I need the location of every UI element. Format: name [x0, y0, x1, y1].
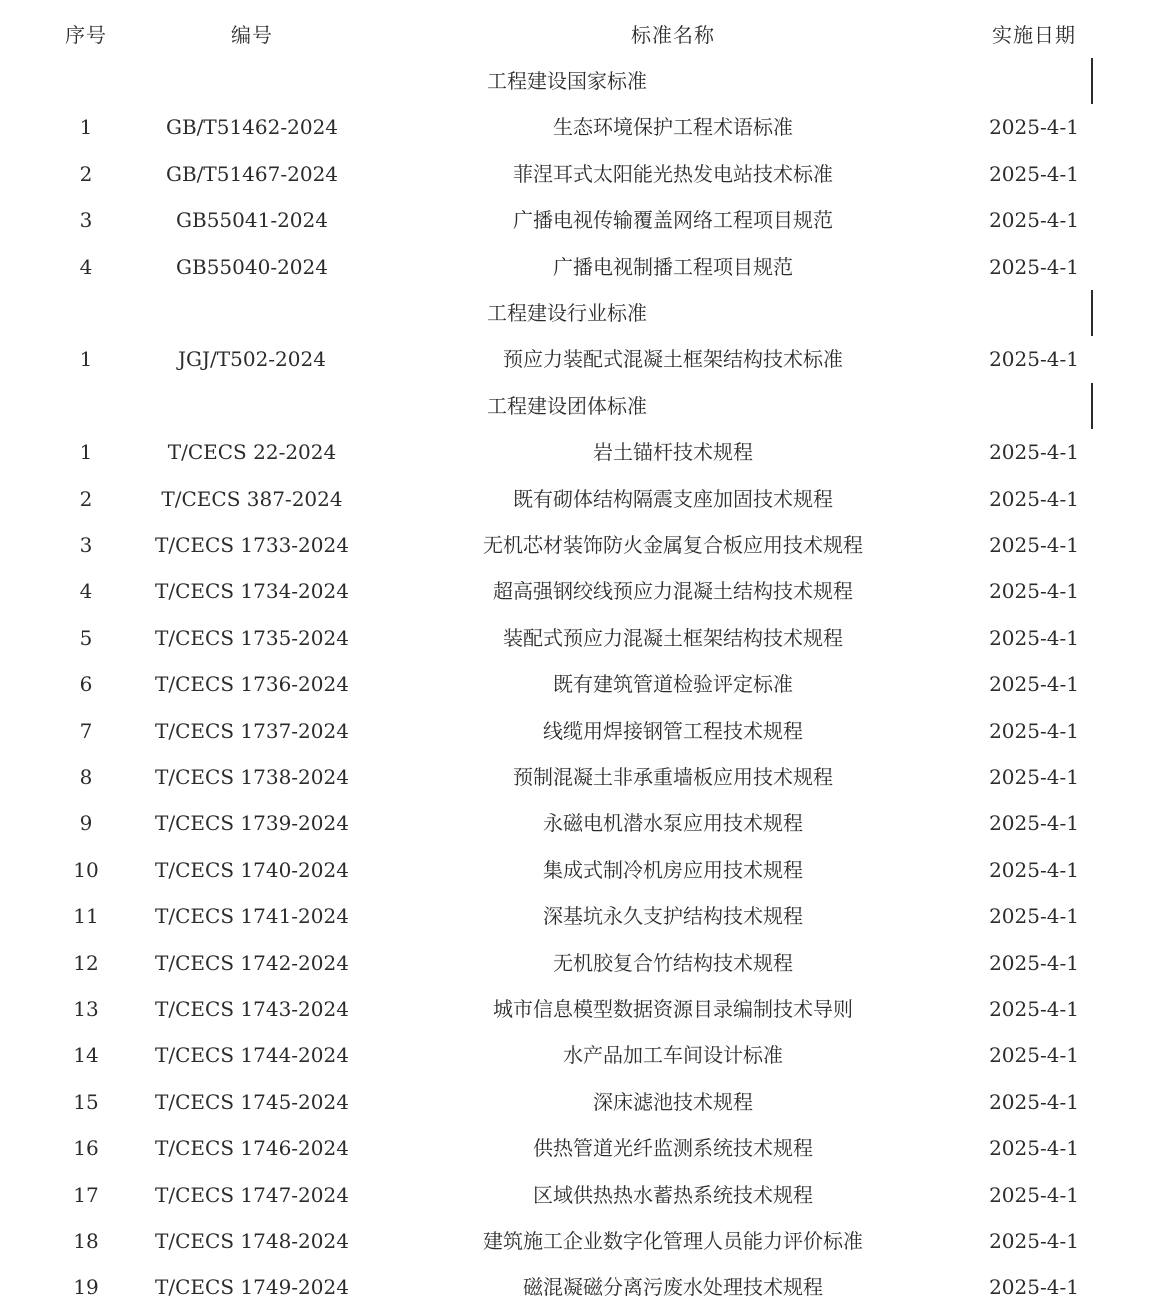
row-no: 4 — [79, 254, 93, 279]
row-date: 2025-4-1 — [989, 1043, 1079, 1068]
row-code: JGJ/T502-2024 — [178, 347, 326, 372]
row-date: 2025-4-1 — [989, 765, 1079, 789]
row-code: T/CECS 1746-2024 — [155, 1136, 349, 1161]
header-name: 标准名称 — [631, 23, 715, 47]
row-date: 2025-4-1 — [989, 440, 1079, 465]
row-code: T/CECS 1735-2024 — [155, 625, 349, 650]
row-code: T/CECS 1734-2024 — [155, 579, 349, 604]
header-code: 编号 — [231, 23, 273, 47]
row-date: 2025-4-1 — [989, 1089, 1079, 1114]
row-code: T/CECS 1743-2024 — [155, 997, 349, 1021]
row-no: 18 — [73, 1229, 99, 1253]
row-code: T/CECS 1741-2024 — [155, 904, 349, 929]
row-no: 8 — [79, 765, 93, 789]
section-divider — [1091, 290, 1093, 336]
row-name: 预应力装配式混凝土框架结构技术标准 — [503, 347, 843, 372]
table-row — [0, 1218, 1153, 1264]
section-row — [0, 383, 1153, 429]
table-row — [0, 661, 1153, 707]
table-row — [0, 615, 1153, 661]
row-no: 6 — [79, 672, 93, 697]
row-name: 岩土锚杆技术规程 — [593, 440, 753, 465]
row-no: 5 — [79, 625, 93, 650]
row-code: T/CECS 1742-2024 — [155, 950, 349, 975]
row-name: 深基坑永久支护结构技术规程 — [543, 904, 803, 929]
row-code: GB/T51467-2024 — [165, 161, 339, 186]
table-row — [0, 800, 1153, 846]
row-name: 线缆用焊接钢管工程技术规程 — [543, 718, 803, 743]
row-code: T/CECS 1733-2024 — [155, 533, 349, 557]
row-name: 无机芯材装饰防火金属复合板应用技术规程 — [483, 533, 863, 557]
row-name: 建筑施工企业数字化管理人员能力评价标准 — [483, 1229, 863, 1253]
row-no: 11 — [73, 904, 99, 929]
row-name: 既有砌体结构隔震支座加固技术规程 — [513, 486, 833, 511]
table-row — [0, 1264, 1153, 1310]
section-title: 工程建设团体标准 — [487, 393, 647, 418]
row-no: 4 — [79, 579, 93, 604]
row-date: 2025-4-1 — [989, 904, 1079, 929]
row-name: 超高强钢绞线预应力混凝土结构技术规程 — [493, 579, 853, 604]
table-row — [0, 708, 1153, 754]
table-row — [0, 151, 1153, 197]
table-row — [0, 847, 1153, 893]
row-code: T/CECS 22-2024 — [167, 440, 337, 465]
section-divider — [1091, 383, 1093, 429]
row-code: T/CECS 1745-2024 — [155, 1089, 349, 1114]
row-code: T/CECS 1739-2024 — [155, 811, 349, 836]
row-no: 3 — [79, 533, 93, 557]
row-name: 深床滤池技术规程 — [593, 1089, 753, 1114]
table-row — [0, 568, 1153, 614]
table-row — [0, 104, 1153, 150]
row-name: 广播电视制播工程项目规范 — [553, 254, 793, 279]
row-name: 装配式预应力混凝土框架结构技术规程 — [503, 625, 843, 650]
table-row — [0, 244, 1153, 290]
row-no: 13 — [73, 997, 99, 1021]
row-no: 15 — [73, 1089, 99, 1114]
row-name: 集成式制冷机房应用技术规程 — [543, 857, 803, 882]
row-name: 广播电视传输覆盖网络工程项目规范 — [513, 208, 833, 233]
row-name: 预制混凝土非承重墙板应用技术规程 — [513, 765, 833, 789]
row-name: 无机胶复合竹结构技术规程 — [553, 950, 793, 975]
row-date: 2025-4-1 — [989, 950, 1079, 975]
row-code: T/CECS 1736-2024 — [155, 672, 349, 697]
row-name: 永磁电机潜水泵应用技术规程 — [543, 811, 803, 836]
row-code: GB55040-2024 — [176, 254, 328, 279]
row-name: 区域供热热水蓄热系统技术规程 — [533, 1182, 813, 1207]
table-row — [0, 1079, 1153, 1125]
table-row — [0, 429, 1153, 475]
row-code: T/CECS 1737-2024 — [155, 718, 349, 743]
row-date: 2025-4-1 — [989, 486, 1079, 511]
row-no: 1 — [79, 347, 93, 372]
row-date: 2025-4-1 — [989, 347, 1079, 372]
row-no: 3 — [79, 208, 93, 233]
row-name: 水产品加工车间设计标准 — [563, 1043, 783, 1068]
row-code: T/CECS 1740-2024 — [155, 857, 349, 882]
row-name: 磁混凝磁分离污废水处理技术规程 — [523, 1275, 823, 1300]
row-name: 既有建筑管道检验评定标准 — [553, 672, 793, 697]
row-date: 2025-4-1 — [989, 625, 1079, 650]
row-date: 2025-4-1 — [989, 533, 1079, 557]
row-code: GB55041-2024 — [176, 208, 328, 233]
row-date: 2025-4-1 — [989, 811, 1079, 836]
row-name: 生态环境保护工程术语标准 — [553, 115, 793, 140]
table-row — [0, 940, 1153, 986]
table-header — [0, 12, 1153, 58]
row-code: T/CECS 387-2024 — [161, 486, 343, 511]
row-date: 2025-4-1 — [989, 161, 1079, 186]
row-no: 19 — [73, 1275, 99, 1300]
row-date: 2025-4-1 — [989, 718, 1079, 743]
row-code: GB/T51462-2024 — [165, 115, 339, 140]
row-date: 2025-4-1 — [989, 1275, 1079, 1300]
row-code: T/CECS 1738-2024 — [155, 765, 349, 789]
row-no: 12 — [73, 950, 99, 975]
table-row — [0, 893, 1153, 939]
section-divider — [1091, 58, 1093, 104]
row-date: 2025-4-1 — [989, 115, 1079, 140]
row-no: 14 — [73, 1043, 99, 1068]
row-no: 10 — [73, 857, 99, 882]
row-date: 2025-4-1 — [989, 579, 1079, 604]
row-code: T/CECS 1744-2024 — [155, 1043, 349, 1068]
row-date: 2025-4-1 — [989, 254, 1079, 279]
row-no: 1 — [79, 115, 93, 140]
row-date: 2025-4-1 — [989, 997, 1079, 1021]
row-date: 2025-4-1 — [989, 1136, 1079, 1161]
section-title: 工程建设行业标准 — [487, 301, 647, 325]
row-date: 2025-4-1 — [989, 857, 1079, 882]
row-no: 17 — [73, 1182, 99, 1207]
row-no: 1 — [79, 440, 93, 465]
header-no: 序号 — [65, 23, 107, 47]
row-no: 2 — [79, 161, 93, 186]
section-title: 工程建设国家标准 — [487, 69, 647, 93]
row-code: T/CECS 1747-2024 — [155, 1182, 349, 1207]
row-code: T/CECS 1748-2024 — [155, 1229, 349, 1253]
table-row — [0, 476, 1153, 522]
row-date: 2025-4-1 — [989, 208, 1079, 233]
row-no: 9 — [79, 811, 93, 836]
table-row — [0, 197, 1153, 243]
row-name: 城市信息模型数据资源目录编制技术导则 — [493, 997, 853, 1021]
row-no: 7 — [79, 718, 93, 743]
row-date: 2025-4-1 — [989, 672, 1079, 697]
table-row — [0, 1125, 1153, 1171]
header-date: 实施日期 — [992, 23, 1076, 47]
row-no: 2 — [79, 486, 93, 511]
row-name: 供热管道光纤监测系统技术规程 — [533, 1136, 813, 1161]
table-row — [0, 754, 1153, 800]
row-name: 菲涅耳式太阳能光热发电站技术标准 — [513, 161, 833, 186]
table-row — [0, 1032, 1153, 1078]
row-code: T/CECS 1749-2024 — [155, 1275, 349, 1300]
section-row — [0, 58, 1153, 104]
table-row — [0, 522, 1153, 568]
row-date: 2025-4-1 — [989, 1182, 1079, 1207]
table-row — [0, 1172, 1153, 1218]
table-row — [0, 336, 1153, 382]
row-no: 16 — [73, 1136, 99, 1161]
row-date: 2025-4-1 — [989, 1229, 1079, 1253]
table-row — [0, 986, 1153, 1032]
section-row — [0, 290, 1153, 336]
